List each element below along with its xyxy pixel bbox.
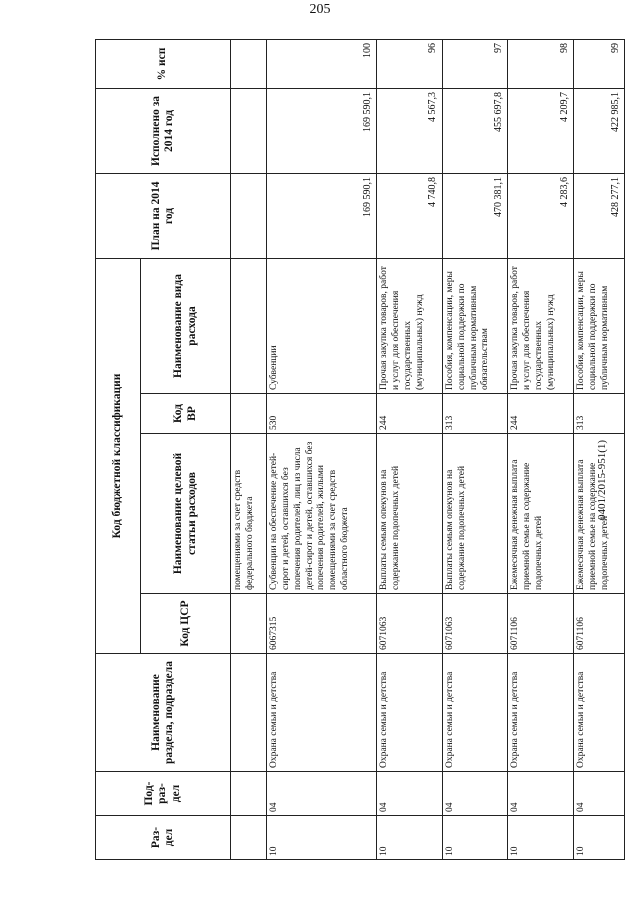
table-row (508, 39, 574, 859)
cell-percent: 98 (508, 39, 574, 88)
cell-percent: 100 (266, 39, 376, 88)
cell-percent: 99 (574, 39, 625, 88)
cell-target: Субвенции на обеспечение детей-сирот и детей, оставшихся без попечения родителей, лиц из числа детей-сирот и детей, оставшихся без попечения родителей, жилыми помещениями за счет средств областного бюджета (266, 434, 376, 594)
cell-section: Охрана семьи и детства (377, 654, 443, 772)
cell-section: Охрана семьи и детства (508, 654, 574, 772)
cell-razdel: 10 (266, 816, 376, 860)
cell-target: Выплаты семьям опекунов на содержание подопечных детей (377, 434, 443, 594)
cell-section: Охрана семьи и детства (266, 654, 376, 772)
cell-section: Охрана семьи и детства (442, 654, 508, 772)
cell-plan: 470 381,1 (442, 173, 508, 258)
header-target-name: Наименование целевой статьи расходов (141, 434, 231, 594)
header-section-name: Наименование раздела, подраздела (96, 654, 231, 772)
cell-podrazdel: 04 (266, 772, 376, 816)
cell-plan: 4 740,8 (377, 173, 443, 258)
continuation-text: помещениями за счет средств федерального бюджета (231, 434, 267, 594)
table-row-continuation (231, 39, 267, 859)
cell-section: Охрана семьи и детства (574, 654, 625, 772)
header-razdel: Раз-дел (96, 816, 231, 860)
cell-vr-name: Субвенции (266, 258, 376, 393)
cell-razdel: 10 (377, 816, 443, 860)
cell-percent: 97 (442, 39, 508, 88)
header-podrazdel: Под-раз-дел (96, 772, 231, 816)
cell-csr: 6071063 (377, 594, 443, 654)
cell-vr: 530 (266, 394, 376, 434)
page-number: 205 (309, 2, 331, 17)
cell-vr: 313 (442, 394, 508, 434)
cell-csr: 6071106 (508, 594, 574, 654)
cell-vr-name: Пособия, компенсации, меры социальной поддержки по публичным нормативным (574, 258, 625, 393)
header-done: Исполнено за 2014 год (96, 88, 231, 173)
cell-done: 455 697,8 (442, 88, 508, 173)
cell-done: 4 209,7 (508, 88, 574, 173)
cell-done: 4 567,3 (377, 88, 443, 173)
header-vr: Код ВР (141, 394, 231, 434)
cell-podrazdel: 04 (574, 772, 625, 816)
header-percent: % исп (96, 39, 231, 88)
cell-target: Ежемесячная денежная выплата приемной семье на содержание подопечных детей (508, 434, 574, 594)
cell-vr: 313 (574, 394, 625, 434)
cell-percent: 96 (377, 39, 443, 88)
table-row (377, 39, 443, 859)
cell-csr: 6071106 (574, 594, 625, 654)
cell-razdel: 10 (508, 816, 574, 860)
cell-target: Ежемесячная денежная выплата приемной семье на содержание подопечных детей (574, 434, 625, 594)
cell-vr: 244 (377, 394, 443, 434)
header-plan: План на 2014 год (96, 173, 231, 258)
cell-done: 422 985,1 (574, 88, 625, 173)
table-row (574, 39, 625, 859)
cell-plan: 169 590,1 (266, 173, 376, 258)
cell-vr-name: Прочая закупка товаров, работ и услуг для обеспечения государственных (муниципальных) нужд (508, 258, 574, 393)
cell-csr: 6071063 (442, 594, 508, 654)
cell-vr: 244 (508, 394, 574, 434)
header-vr-name: Наименование вида расхода (141, 258, 231, 393)
cell-razdel: 10 (442, 816, 508, 860)
cell-vr-name: Прочая закупка товаров, работ и услуг для обеспечения государственных (муниципальных) нужд (377, 258, 443, 393)
table-row (266, 39, 376, 859)
cell-plan: 428 277,1 (574, 173, 625, 258)
cell-podrazdel: 04 (508, 772, 574, 816)
cell-csr: 6067315 (266, 594, 376, 654)
cell-podrazdel: 04 (377, 772, 443, 816)
cell-razdel: 10 (574, 816, 625, 860)
header-csr: Код ЦСР (141, 594, 231, 654)
cell-plan: 4 283,6 (508, 173, 574, 258)
table-row (442, 39, 508, 859)
budget-table (95, 39, 625, 860)
cell-target: Выплаты семьям опекунов на содержание подопечных детей (442, 434, 508, 594)
cell-podrazdel: 04 (442, 772, 508, 816)
cell-vr-name: Пособия, компенсации, меры социальной поддержки по публичным нормативным обязательствам (442, 258, 508, 393)
document-id: 0401/2015-951(1) (596, 439, 608, 520)
cell-done: 169 590,1 (266, 88, 376, 173)
budget-table-rotated (95, 40, 625, 860)
header-classification-group: Код бюджетной классификации (96, 258, 141, 653)
